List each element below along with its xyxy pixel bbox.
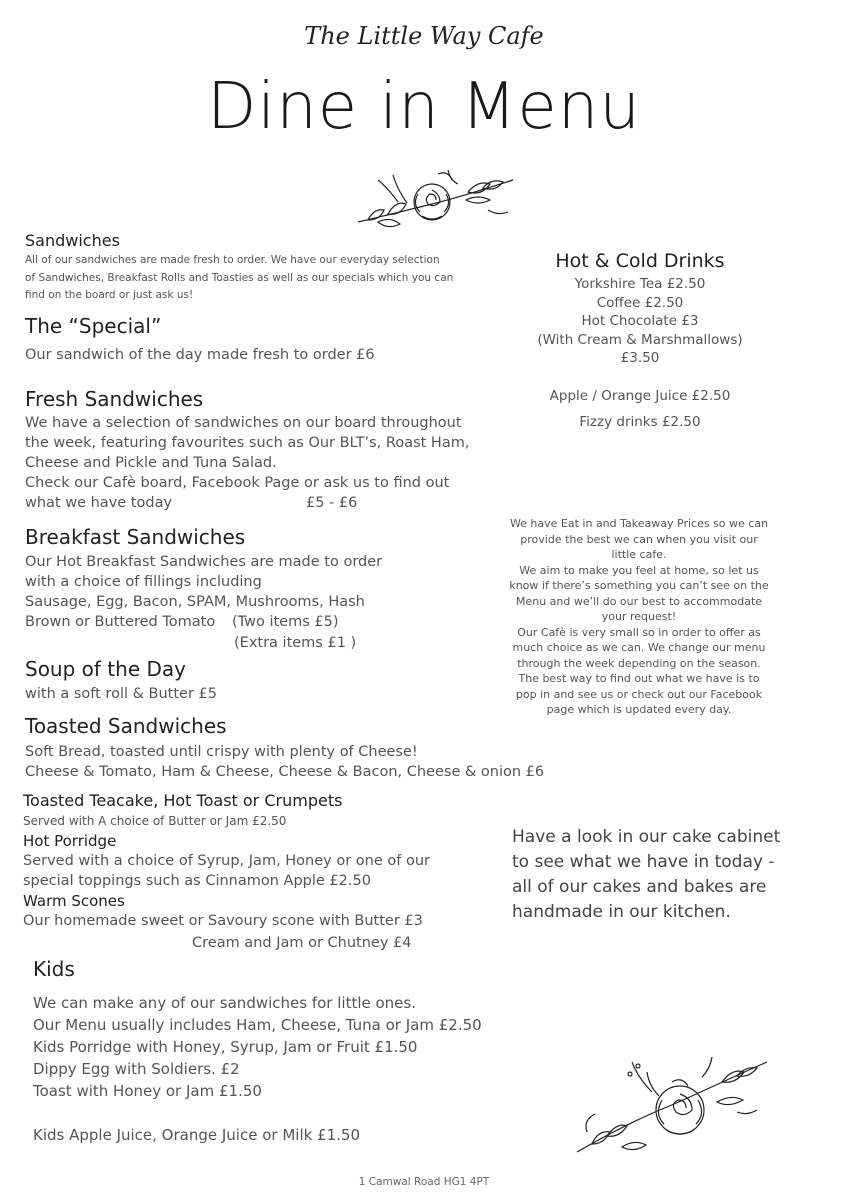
kids-line: Toast with Honey or Jam £1.50 [33, 1082, 262, 1100]
info-line: We aim to make you feel at home, so let us [519, 563, 759, 577]
cake-line: to see what we have in today - [512, 852, 775, 872]
fresh-line: Check our Cafè board, Facebook Page or ask us to find out [25, 475, 450, 491]
fresh-line: the week, featuring favourites such as Our BLT’s, Roast Ham, [25, 435, 470, 451]
kids-drinks: Kids Apple Juice, Orange Juice or Milk £1.50 [33, 1126, 361, 1144]
breakfast-line: Brown or Buttered Tomato [25, 614, 216, 630]
toasted-text [25, 742, 544, 782]
floral-decoration-bottom-icon [572, 1052, 772, 1162]
info-line: pop in and see us or check out our Facebook [515, 687, 763, 701]
fresh-sandwiches-heading: Fresh Sandwiches [25, 387, 204, 411]
drinks-line: £3.50 [620, 350, 660, 366]
fresh-sandwiches-text [25, 413, 469, 513]
teacake-text: Served with A choice of Butter or Jam £2.50 [23, 814, 287, 828]
soup-heading: Soup of the Day [25, 657, 186, 681]
cake-line: Have a look in our cake cabinet [512, 827, 781, 847]
drinks-list [500, 275, 780, 368]
drinks-line: Yorkshire Tea £2.50 [574, 276, 706, 292]
toasted-line: Soft Bread, toasted until crispy with plenty of Cheese! [25, 744, 418, 760]
drinks-heading: Hot & Cold Drinks [555, 250, 725, 272]
porridge-heading: Hot Porridge [23, 832, 117, 850]
kids-line: Kids Porridge with Honey, Syrup, Jam or Fruit £1.50 [33, 1038, 418, 1056]
cake-line: all of our cakes and bakes are [512, 877, 767, 897]
sandwiches-intro-line: of Sandwiches, Breakfast Rolls and Toasties as well as our specials which you can [25, 271, 454, 284]
info-line: little cafe. [611, 548, 667, 561]
cold-drinks-1: Apple / Orange Juice £2.50 [549, 388, 731, 404]
cafe-name: The Little Way Cafe [304, 22, 544, 50]
kids-line: Our Menu usually includes Ham, Cheese, Tuna or Jam £2.50 [33, 1016, 482, 1034]
info-line: Menu and we’ll do our best to accommodate [515, 594, 763, 608]
sandwiches-intro [25, 252, 453, 305]
info-line: page which is updated every day. [546, 703, 732, 716]
porridge-line: Served with a choice of Syrup, Jam, Honey or one of our [23, 853, 430, 869]
drinks-line: (With Cream & Marshmallows) [537, 331, 743, 348]
info-line: provide the best we can when you visit our [520, 532, 758, 546]
info-line: know if there’s something you can’t see on the [509, 579, 769, 592]
breakfast-line: with a choice of fillings including [25, 574, 262, 590]
porridge-text [23, 851, 430, 891]
breakfast-heading: Breakfast Sandwiches [25, 525, 246, 549]
toasted-heading: Toasted Sandwiches [25, 714, 227, 738]
sandwiches-intro-line: find on the board or just ask us! [25, 289, 194, 301]
sandwiches-intro-line: All of our sandwiches are made fresh to order. We have our everyday selection [25, 254, 440, 266]
menu-title: Dine in Menu [207, 70, 641, 144]
breakfast-line: Sausage, Egg, Bacon, SPAM, Mushrooms, Hash [25, 594, 365, 610]
info-block [488, 516, 790, 718]
special-heading: The “Special” [25, 314, 162, 338]
breakfast-price-two: (Two items £5) [232, 614, 339, 630]
kids-text [33, 992, 482, 1102]
porridge-line: special toppings such as Cinnamon Apple £2.50 [23, 873, 371, 889]
info-line: Our Cafè is very small so in order to offer as [517, 625, 761, 639]
teacake-heading: Toasted Teacake, Hot Toast or Crumpets [23, 791, 343, 810]
drinks-line: Coffee £2.50 [596, 294, 684, 311]
drinks-line: Hot Chocolate £3 [581, 313, 699, 329]
scones-line-1: Our homemade sweet or Savoury scone with Butter £3 [23, 913, 423, 929]
kids-line: Dippy Egg with Soldiers. £2 [33, 1060, 240, 1078]
info-line: We have Eat in and Takeaway Prices so we can [509, 517, 769, 530]
kids-heading: Kids [33, 957, 75, 981]
special-text: Our sandwich of the day made fresh to order £6 [25, 347, 375, 363]
info-line: much choice as we can. We change our menu [512, 641, 766, 654]
sandwiches-heading: Sandwiches [25, 231, 120, 250]
scones-line-2: Cream and Jam or Chutney £4 [192, 935, 412, 951]
info-line: through the week depending on the season. [517, 656, 761, 670]
fresh-line: what we have today [25, 495, 173, 511]
footer-address: 1 Camwal Road HG1 4PT [358, 1176, 490, 1188]
fresh-line: We have a selection of sandwiches on our board throughout [25, 415, 462, 431]
floral-decoration-top-icon [348, 160, 518, 240]
soup-text: with a soft roll & Butter £5 [25, 686, 217, 702]
fresh-price: £5 - £6 [306, 495, 358, 511]
info-line: The best way to find out what we have is to [518, 672, 760, 685]
cake-note [512, 825, 780, 925]
toasted-line: Cheese & Tomato, Ham & Cheese, Cheese & Bacon, Cheese & onion £6 [25, 764, 545, 780]
cold-drinks-2: Fizzy drinks £2.50 [579, 414, 701, 430]
fresh-line: Cheese and Pickle and Tuna Salad. [25, 455, 277, 471]
scones-heading: Warm Scones [23, 892, 125, 910]
info-line: your request! [601, 610, 677, 623]
breakfast-price-extra: (Extra items £1 ) [234, 635, 357, 651]
cake-line: handmade in our kitchen. [512, 902, 731, 922]
breakfast-line: Our Hot Breakfast Sandwiches are made to order [25, 554, 383, 570]
kids-line: We can make any of our sandwiches for little ones. [33, 994, 416, 1012]
